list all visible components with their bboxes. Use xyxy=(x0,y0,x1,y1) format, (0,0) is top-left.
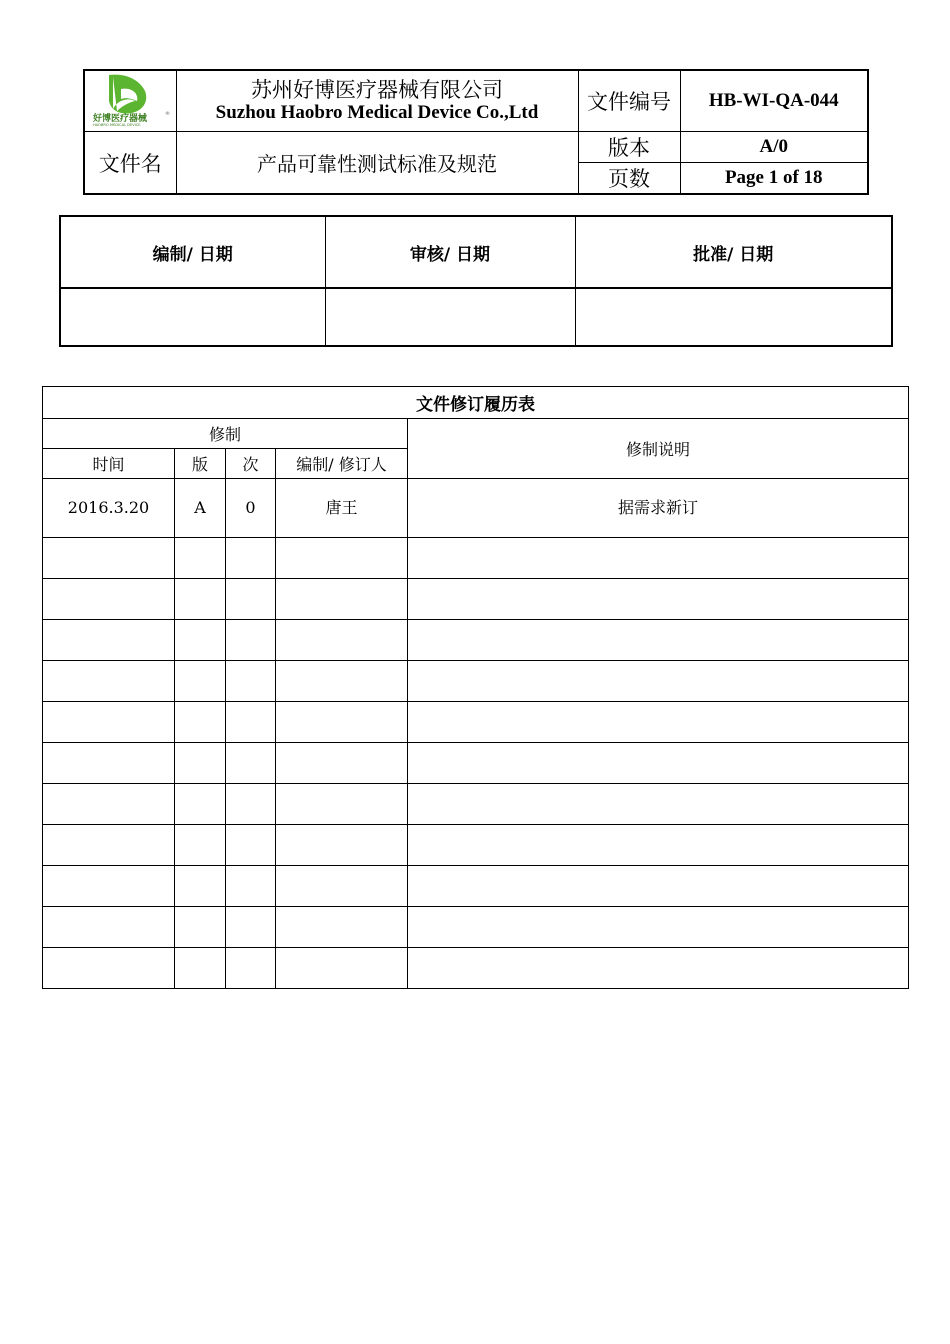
revision-number-cell[interactable] xyxy=(226,743,276,784)
revision-time-cell[interactable] xyxy=(43,907,175,948)
revision-time-cell[interactable] xyxy=(43,620,175,661)
revision-time-cell[interactable] xyxy=(43,948,175,989)
revision-description-header: 修制说明 xyxy=(408,419,909,479)
approved-by-cell[interactable] xyxy=(575,288,892,346)
revision-time-cell[interactable] xyxy=(43,579,175,620)
revision-number-cell[interactable] xyxy=(226,784,276,825)
revision-author-cell[interactable] xyxy=(276,948,408,989)
signature-table xyxy=(59,215,893,347)
revision-author-cell[interactable] xyxy=(276,784,408,825)
revision-author-cell[interactable] xyxy=(276,579,408,620)
revision-description-cell[interactable] xyxy=(408,948,909,989)
revision-description-cell[interactable] xyxy=(408,479,909,538)
revision-time-cell[interactable] xyxy=(43,784,175,825)
revision-author-cell[interactable] xyxy=(276,620,408,661)
revision-description-cell[interactable] xyxy=(408,743,909,784)
revision-version-cell[interactable] xyxy=(175,538,226,579)
svg-text:好博医疗器械: 好博医疗器械 xyxy=(93,114,148,124)
revision-description-cell[interactable] xyxy=(408,907,909,948)
revision-description-cell[interactable] xyxy=(408,661,909,702)
revision-author-cell[interactable] xyxy=(276,907,408,948)
revision-author-cell-text: 唐王 xyxy=(325,498,358,517)
revision-version-cell[interactable] xyxy=(175,702,226,743)
version-label: 版本 xyxy=(578,132,680,163)
revision-time-cell[interactable] xyxy=(43,702,175,743)
revision-number-cell[interactable] xyxy=(226,825,276,866)
revision-time-cell[interactable] xyxy=(43,538,175,579)
reviewed-by-cell[interactable] xyxy=(325,288,575,346)
revision-version-cell[interactable] xyxy=(175,825,226,866)
approved-by-label: 批准/ 日期 xyxy=(575,216,892,288)
column-header-time: 时间 xyxy=(43,449,175,479)
doc-name-value: 产品可靠性测试标准及规范 xyxy=(176,132,578,195)
revision-description-cell[interactable] xyxy=(408,620,909,661)
revision-description-cell-text: 据需求新订 xyxy=(617,498,698,517)
table-row xyxy=(43,825,909,866)
document-header xyxy=(83,69,869,195)
revision-table-title: 文件修订履历表 xyxy=(43,387,909,419)
reviewed-by-label: 审核/ 日期 xyxy=(325,216,575,288)
revision-time-cell[interactable] xyxy=(43,825,175,866)
revision-version-cell[interactable] xyxy=(175,948,226,989)
prepared-by-cell[interactable] xyxy=(60,288,325,346)
revision-description-cell[interactable] xyxy=(408,579,909,620)
revision-version-cell[interactable] xyxy=(175,620,226,661)
revision-author-cell[interactable] xyxy=(276,866,408,907)
table-row xyxy=(43,866,909,907)
revision-author-cell[interactable] xyxy=(276,661,408,702)
table-row xyxy=(43,661,909,702)
svg-text:HAOBRO MEDICAL DEVICE: HAOBRO MEDICAL DEVICE xyxy=(93,123,141,127)
table-row xyxy=(43,907,909,948)
svg-text:®: ® xyxy=(165,111,171,117)
doc-number-label: 文件编号 xyxy=(578,70,680,132)
revision-description-cell[interactable] xyxy=(408,784,909,825)
table-row xyxy=(43,743,909,784)
revision-version-cell[interactable] xyxy=(175,907,226,948)
revision-author-cell[interactable] xyxy=(276,702,408,743)
revision-description-cell[interactable] xyxy=(408,825,909,866)
table-row xyxy=(43,620,909,661)
table-row xyxy=(43,702,909,743)
revision-number-cell-text: 0 xyxy=(245,498,256,517)
revision-number-cell[interactable] xyxy=(226,579,276,620)
version-value: A/0 xyxy=(680,132,868,163)
revision-number-cell[interactable] xyxy=(226,907,276,948)
company-name-cell xyxy=(176,70,578,132)
revision-time-cell[interactable] xyxy=(43,661,175,702)
company-logo xyxy=(84,70,176,132)
doc-name-label: 文件名 xyxy=(84,132,176,195)
haobro-logo-icon xyxy=(87,71,173,127)
revision-author-cell[interactable] xyxy=(276,825,408,866)
revision-version-cell[interactable] xyxy=(175,784,226,825)
doc-number-value: HB-WI-QA-044 xyxy=(680,70,868,132)
page-label: 页数 xyxy=(578,163,680,195)
page-value: Page 1 of 18 xyxy=(680,163,868,195)
revision-version-cell[interactable] xyxy=(175,579,226,620)
revision-version-cell-text: A xyxy=(194,498,206,517)
table-row xyxy=(43,479,909,538)
column-header-revision: 次 xyxy=(226,449,276,479)
table-row xyxy=(43,948,909,989)
revision-version-cell[interactable] xyxy=(175,866,226,907)
revision-group-header: 修制 xyxy=(43,419,408,449)
revision-description-cell[interactable] xyxy=(408,538,909,579)
revision-number-cell[interactable] xyxy=(226,702,276,743)
revision-number-cell[interactable] xyxy=(226,479,276,538)
revision-history-table xyxy=(42,386,909,989)
revision-time-cell[interactable] xyxy=(43,866,175,907)
company-name-en: Suzhou Haobro Medical Device Co.,Ltd xyxy=(215,102,539,123)
revision-number-cell[interactable] xyxy=(226,661,276,702)
revision-time-cell[interactable] xyxy=(43,479,175,538)
revision-description-cell[interactable] xyxy=(408,866,909,907)
table-row xyxy=(43,538,909,579)
revision-number-cell[interactable] xyxy=(226,866,276,907)
revision-number-cell[interactable] xyxy=(226,620,276,661)
table-row xyxy=(43,579,909,620)
revision-description-cell[interactable] xyxy=(408,702,909,743)
revision-number-cell[interactable] xyxy=(226,538,276,579)
company-name-cn: 苏州好博医疗器械有限公司 xyxy=(251,78,503,102)
revision-time-cell-text: 2016.3.20 xyxy=(67,498,150,517)
column-header-author: 编制/ 修订人 xyxy=(276,449,408,479)
revision-version-cell[interactable] xyxy=(175,479,226,538)
revision-version-cell[interactable] xyxy=(175,661,226,702)
prepared-by-label: 编制/ 日期 xyxy=(60,216,325,288)
table-row xyxy=(43,784,909,825)
revision-number-cell[interactable] xyxy=(226,948,276,989)
revision-author-cell[interactable] xyxy=(276,538,408,579)
revision-author-cell[interactable] xyxy=(276,743,408,784)
revision-version-cell[interactable] xyxy=(175,743,226,784)
revision-author-cell[interactable] xyxy=(276,479,408,538)
column-header-version: 版 xyxy=(175,449,226,479)
revision-time-cell[interactable] xyxy=(43,743,175,784)
